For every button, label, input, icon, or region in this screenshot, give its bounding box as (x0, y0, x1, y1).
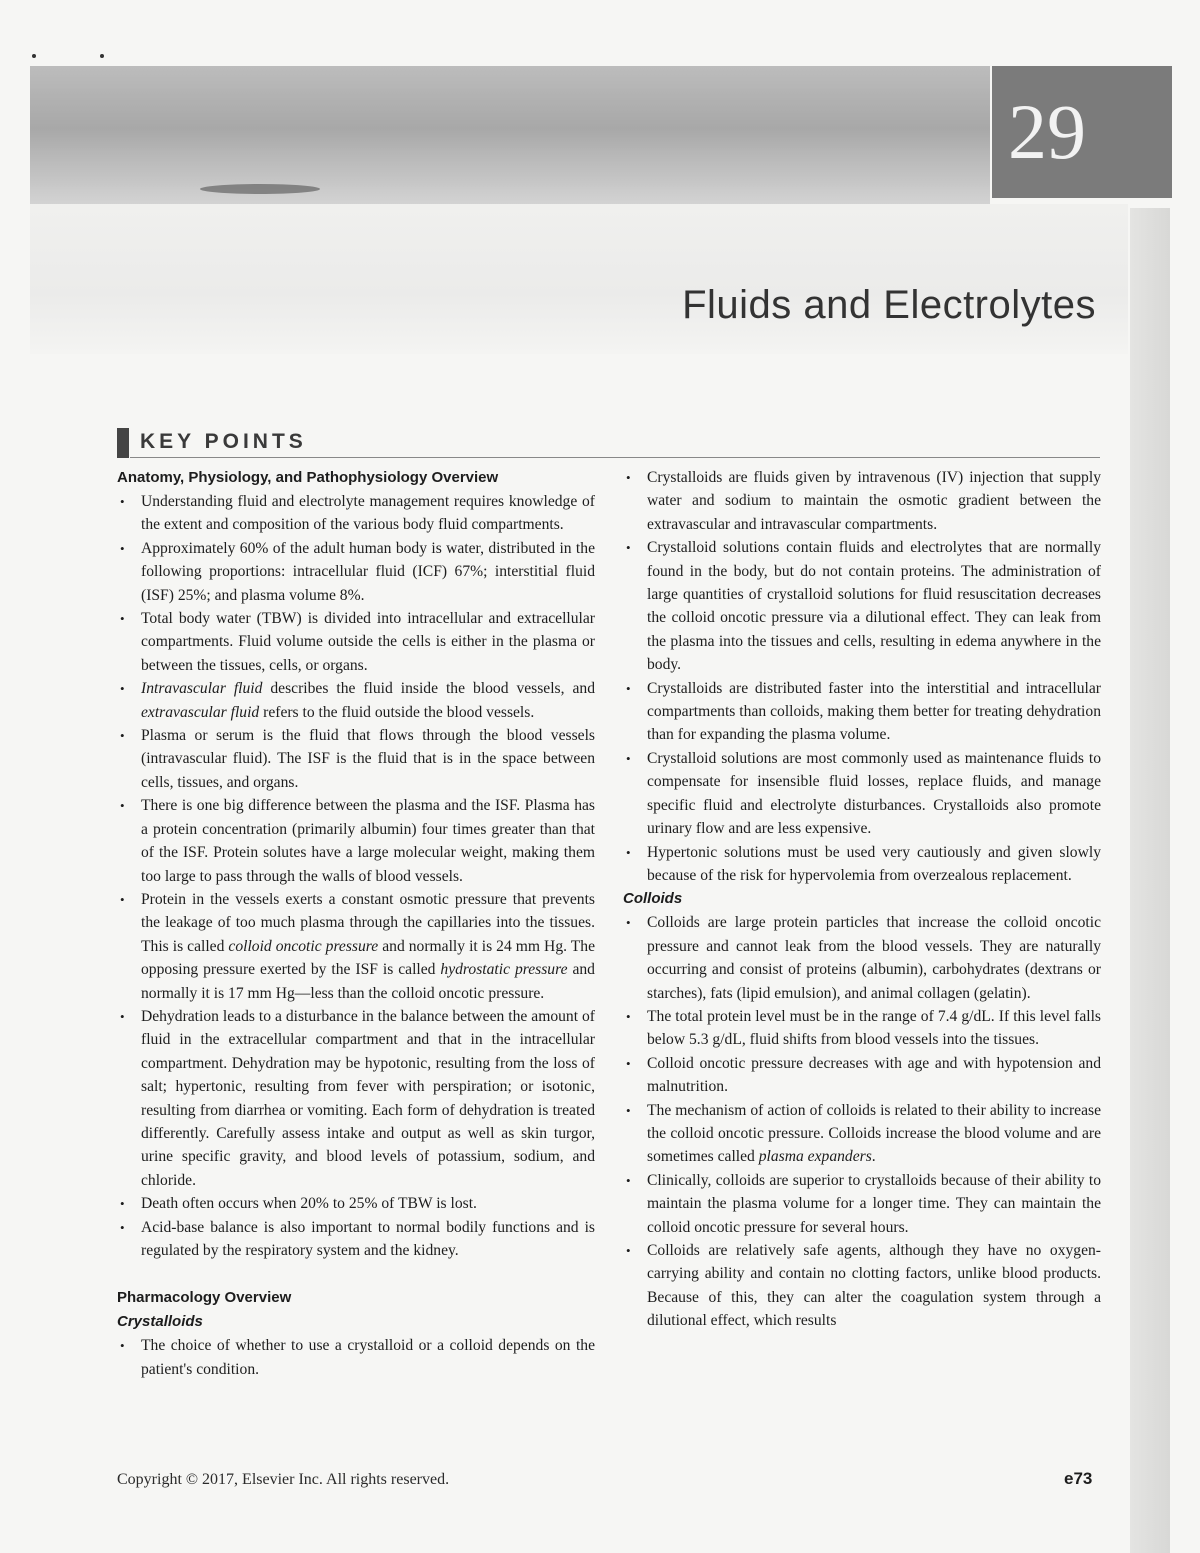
list-item: • Colloids are large protein particles that increase the colloid oncotic pressure and cannot leak from the blood vessels. They are naturally occurring and consist of proteins (albumin), carbohydrates (dextrans or starches), fats (lipid emulsion), and animal collagen (gelatin). (623, 911, 1101, 1005)
term: hydrostatic pressure (440, 961, 568, 979)
page-number: e73 (1064, 1469, 1093, 1488)
list-item: • Colloid oncotic pressure decreases with age and with hypotension and malnutrition. (623, 1052, 1101, 1099)
text: Protein in the vessels exerts a constant osmotic pressure that prevents the leakage of too much plasma through the capillaries into the tissues. This is called (141, 890, 595, 955)
list-item: • Acid-base balance is also important to normal bodily functions and is regulated by the respiratory system and the kidney. (117, 1216, 595, 1263)
term: colloid oncotic pressure (228, 937, 379, 955)
left-column (117, 466, 595, 1381)
list-item (117, 677, 595, 724)
term: plasma expanders (758, 1148, 872, 1166)
key-points-rule (130, 457, 1100, 458)
term: extravascular fluid (141, 703, 260, 721)
text: The mechanism of action of colloids is related to their ability to increase the colloid oncotic pressure. Colloids increase the blood volume and are sometimes called (647, 1101, 1101, 1166)
list-item: • Crystalloids are fluids given by intravenous (IV) injection that supply water and sodium to maintain the osmotic gradient between the extravascular and intravascular compartments. (623, 466, 1101, 536)
key-points-title: KEY POINTS (140, 430, 307, 453)
term: Intravascular fluid (141, 680, 263, 698)
section-heading: Anatomy, Physiology, and Pathophysiology Overview (117, 469, 499, 486)
text: . (871, 1148, 876, 1166)
text: refers to the fluid outside the blood vessels. (259, 703, 535, 721)
list-item (117, 888, 595, 1005)
scan-edge-strip (1130, 208, 1170, 1553)
list-item: • There is one big difference between the plasma and the ISF. Plasma has a protein concentration (primarily albumin) four times greater than that of the ISF. Protein solutes have a large molecular weight, making them too large to pass through the walls of blood vessels. (117, 794, 595, 888)
list-item: • The choice of whether to use a crystalloid or a colloid depends on the patient's condition. (117, 1334, 595, 1381)
title-zone (30, 204, 1128, 354)
bullet-list (623, 911, 1101, 1332)
list-item: • Plasma or serum is the fluid that flows through the blood vessels (intravascular fluid). The ISF is the fluid that is in the space between cells, tissues, and organs. (117, 724, 595, 794)
chapter-number: 29 (992, 66, 1172, 198)
copyright: Copyright © 2017, Elsevier Inc. All rights reserved. (117, 1471, 450, 1488)
list-item: • The total protein level must be in the range of 7.4 g/dL. If this level falls below 5.3 g/dL, fluid shifts from blood vessels into the tissues. (623, 1005, 1101, 1052)
list-item: • Total body water (TBW) is divided into intracellular and extracellular compartments. Fluid volume outside the cells is either in the plasma or between the tissues, cells, or organs. (117, 607, 595, 677)
list-item (623, 1099, 1101, 1169)
list-item: • Clinically, colloids are superior to crystalloids because of their ability to maintain the plasma volume for a longer time. They can maintain the colloid oncotic pressure for several hours. (623, 1169, 1101, 1239)
subsection-heading: Crystalloids (117, 1313, 203, 1331)
chapter-title: Fluids and Electrolytes (682, 283, 1096, 327)
list-item: • Colloids are relatively safe agents, although they have no oxygen-carrying ability and contain no clotting factors, unlike blood products. Because of this, they can alter the coagulation system through a dilutional effect, which results (623, 1239, 1101, 1333)
subsection-heading: Colloids (623, 890, 683, 908)
list-item: • Understanding fluid and electrolyte management requires knowledge of the extent and composition of the various body fluid compartments. (117, 490, 595, 537)
list-item: • Dehydration leads to a disturbance in the balance between the amount of fluid in the extracellular compartment and that in the intracellular compartment. Dehydration may be hypotonic, resulting from the loss of salt; hypertonic, resulting from fever with perspiration; or isotonic, resulting from diarrhea or vomiting. Each form of dehydration is treated differently. Carefully assess intake and output as well as skin turgor, urine specific gravity, and blood levels of potassium, sodium, and chloride. (117, 1005, 595, 1192)
text: describes the fluid inside the blood vessels, and (262, 680, 595, 698)
list-item: • Crystalloid solutions are most commonly used as maintenance fluids to compensate for insensible fluid losses, replace fluids, and manage specific fluid and electrolyte disturbances. Crystalloids also promote urinary flow and are less expensive. (623, 747, 1101, 841)
text: and normally it is 24 mm Hg. The opposing pressure exerted by the ISF is called (141, 937, 595, 979)
chapter-header-band (30, 66, 990, 204)
list-item: • Approximately 60% of the adult human body is water, distributed in the following proportions: intracellular fluid (ICF) 67%; interstitial fluid (ISF) 25%; and plasma volume 8%. (117, 537, 595, 607)
list-item: • Crystalloids are distributed faster into the interstitial and intracellular compartments than colloids, making them better for treating dehydration than for expanding the plasma volume. (623, 677, 1101, 747)
section-heading: Pharmacology Overview (117, 1289, 292, 1307)
list-item: • Death often occurs when 20% to 25% of TBW is lost. (117, 1192, 595, 1215)
list-item: • Crystalloid solutions contain fluids and electrolytes that are normally found in the body, but do not contain proteins. The administration of large quantities of crystalloid solutions for fluid resuscitation decreases the colloid oncotic pressure via a dilutional effect. They can leak from the plasma into the tissues and cells, resulting in edema anywhere in the body. (623, 536, 1101, 676)
list-item: • Hypertonic solutions must be used very cautiously and given slowly because of the risk for hypervolemia from overzealous replacement. (623, 841, 1101, 888)
right-column (623, 466, 1101, 1333)
bullet-list (117, 1334, 595, 1381)
bullet-list (623, 466, 1101, 887)
bullet-list (117, 490, 595, 1262)
text: and normally it is 17 mm Hg—less than the colloid oncotic pressure. (141, 961, 595, 1002)
scan-marks (30, 50, 110, 62)
key-points-marker (117, 428, 129, 458)
